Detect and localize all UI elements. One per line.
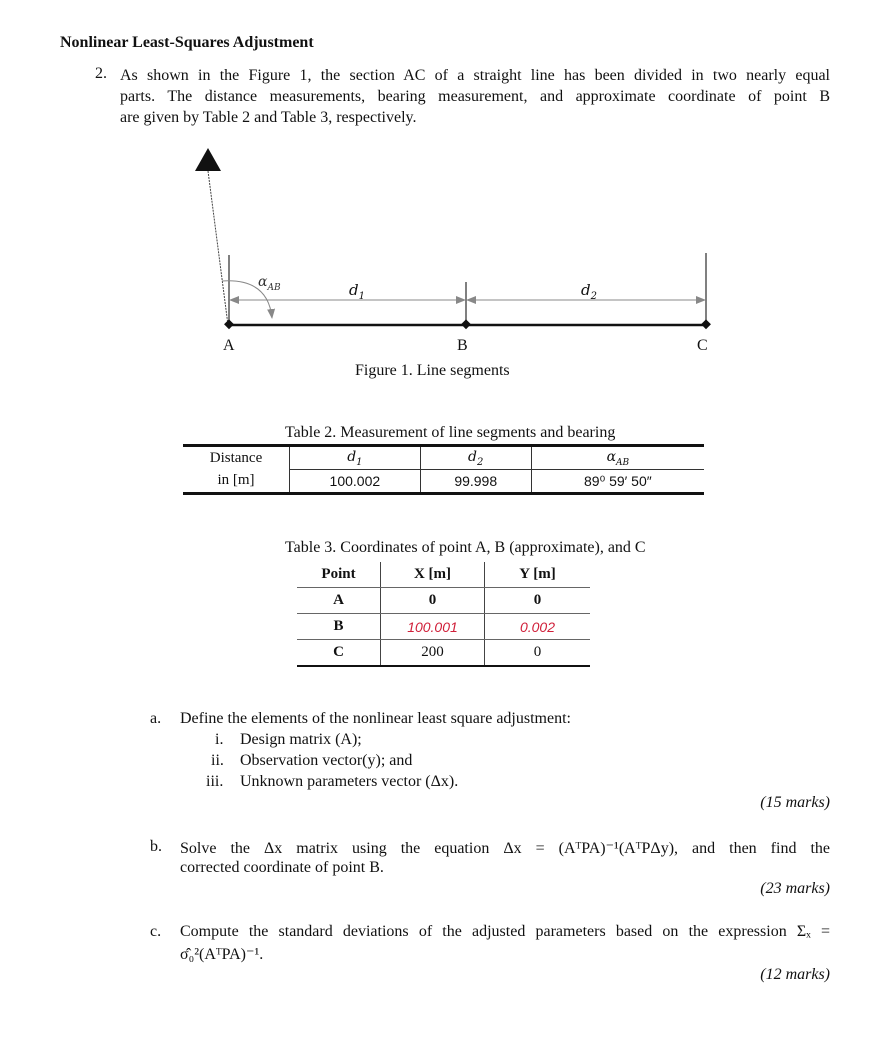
item-text: Observation vector(y); and — [240, 752, 413, 769]
d2-subscript: 2 — [590, 291, 597, 302]
figure-line-segments — [0, 0, 878, 400]
part-b-line: corrected coordinate of point B. — [180, 859, 384, 876]
alpha-symbol: α — [258, 274, 268, 290]
point-c-label: C — [697, 337, 708, 354]
point-c-marker — [701, 319, 711, 329]
table-row — [297, 588, 590, 614]
part-c-label: c. — [150, 923, 162, 940]
d2-symbol: d — [581, 281, 591, 299]
table3-cell: 0 — [381, 588, 485, 614]
table-row — [297, 614, 590, 640]
question-number: 2. — [95, 65, 107, 82]
table2-header: $d_2$ — [420, 446, 531, 470]
part-b-label: b. — [150, 838, 162, 855]
table2-caption: Table 2. Measurement of line segments and bearing — [285, 424, 616, 441]
d2-label — [581, 281, 597, 302]
table3-cell: B — [297, 614, 381, 640]
table2 — [183, 444, 704, 495]
table2-cell: 100.002 — [290, 470, 421, 494]
table3-header: Y [m] — [485, 562, 591, 588]
table3-cell: 200 — [381, 640, 485, 667]
d1-subscript: 1 — [358, 291, 365, 302]
table2-header: $\alpha_{AB}$ — [531, 446, 704, 470]
item-number: iii. — [206, 773, 224, 790]
d1-label — [349, 281, 365, 302]
north-arrow-icon — [195, 148, 221, 171]
table2-header: $d_1$ — [290, 446, 421, 470]
part-a-marks: (15 marks) — [760, 794, 830, 811]
table3-cell: A — [297, 588, 381, 614]
question-line: As shown in the Figure 1, the section AC of a straight line has been divided in two nearly equal — [120, 67, 830, 84]
table3 — [297, 562, 590, 667]
d1-symbol: d — [349, 281, 359, 299]
item-text: Design matrix (A); — [240, 731, 362, 748]
part-c-marks: (12 marks) — [760, 966, 830, 983]
table2-row-label: in [m] — [183, 470, 290, 494]
part-a-text: Define the elements of the nonlinear least square adjustment: — [180, 710, 571, 727]
question-line: parts. The distance measurements, bearing measurement, and approximate coordinate of point B — [120, 88, 830, 105]
table3-cell-approx: 0.002 — [485, 614, 591, 640]
table2-row-label: Distance — [183, 446, 290, 470]
table-row — [297, 640, 590, 667]
page-title: Nonlinear Least-Squares Adjustment — [60, 34, 314, 51]
table3-cell: C — [297, 640, 381, 667]
table3-header: Point — [297, 562, 381, 588]
alpha-ab-label — [258, 274, 281, 293]
table3-header: X [m] — [381, 562, 485, 588]
table3-cell: 0 — [485, 640, 591, 667]
table3-cell-approx: 100.001 — [381, 614, 485, 640]
figure-caption: Figure 1. Line segments — [355, 362, 510, 379]
part-b-marks: (23 marks) — [760, 880, 830, 897]
alpha-subscript: AB — [267, 282, 281, 293]
point-b-marker — [461, 319, 471, 329]
item-number: i. — [215, 731, 224, 748]
part-b-line: Solve the Δx matrix using the equation Δx = (AᵀPA)⁻¹(AᵀPΔy), and then find the — [180, 840, 830, 857]
part-c-line: Compute the standard deviations of the adjusted parameters based on the expression Σₓ = — [180, 923, 830, 940]
part-a-label: a. — [150, 710, 162, 727]
point-a-marker — [224, 319, 234, 329]
table2-cell: 99.998 — [420, 470, 531, 494]
table3-caption: Table 3. Coordinates of point A, B (approximate), and C — [285, 539, 646, 556]
question-line: are given by Table 2 and Table 3, respectively. — [120, 109, 417, 126]
point-b-label: B — [457, 337, 468, 354]
point-a-label: A — [223, 337, 235, 354]
item-text: Unknown parameters vector (Δx). — [240, 773, 459, 790]
north-line — [208, 171, 228, 325]
item-number: ii. — [211, 752, 224, 769]
table3-cell: 0 — [485, 588, 591, 614]
part-c-line: σ̂₀²(AᵀPA)⁻¹. — [180, 946, 264, 963]
table2-cell: 89⁰ 59′ 50″ — [584, 472, 652, 489]
